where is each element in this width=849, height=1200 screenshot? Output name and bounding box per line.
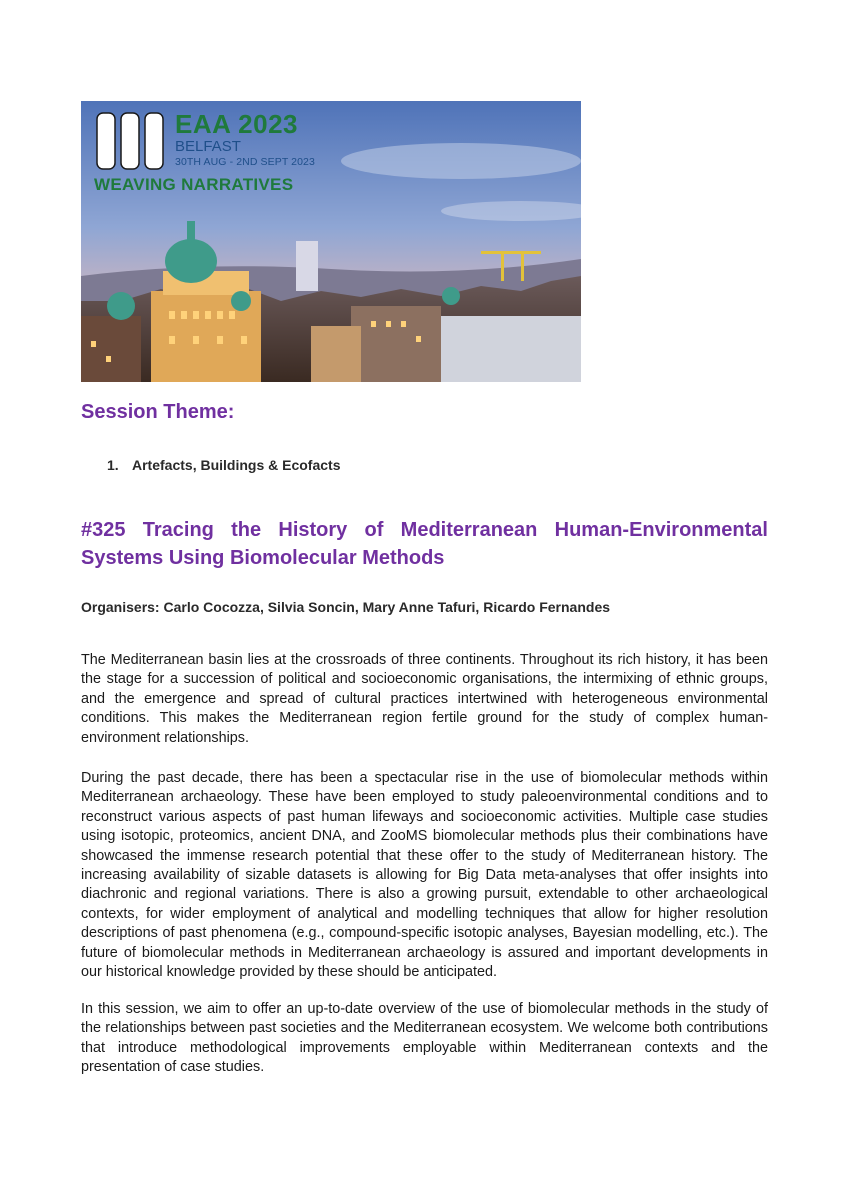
event-dates: 30TH AUG - 2ND SEPT 2023	[175, 156, 315, 168]
event-city: BELFAST	[175, 138, 241, 155]
banner-title	[175, 111, 315, 168]
logo-figures-icon	[97, 113, 163, 169]
body-paragraph: During the past decade, there has been a spectacular rise in the use of biomolecular methods within Mediterranean archaeology. These have been employed to study paleoenvironmental conditions and to reconstruct various aspects of past human lifeways and socioeconomic activities. Multiple case studies using isotopic, proteomics, ancient DNA, and ZooMS biomolecular methods plus their combinations have showcased the immense research potential that these offer to the study of Mediterranean history. The increasing availability of sizable datasets is allowing for Big Data meta-analyses that offer insights into diachronic and regional variations. There is also a growing pursuit, extendable to other archaeological contexts, for wider employment of analytical and modelling techniques that allow for higher resolution descriptions of past phenomena (e.g., compound-specific isotopic analyses, Bayesian modelling, etc.). The future of biomolecular methods in Mediterranean archaeology is assured and important developments in our historical knowledge provided by these should be anticipated.	[81, 770, 768, 981]
list-item	[107, 457, 341, 473]
conference-banner	[81, 101, 581, 382]
session-theme-list	[107, 457, 341, 473]
body-paragraph: The Mediterranean basin lies at the crossroads of three continents. Throughout its rich history, it has been the stage for a succession of political and socioeconomic organisations, the intermixing of ethnic groups, and the emergence and spread of cultural practices intertwined with heterogeneous environmental conditions. This makes the Mediterranean region fertile ground for the study of complex human-environment relationships.	[81, 652, 768, 746]
list-item-number: 1.	[107, 457, 119, 473]
event-tagline: WEAVING NARRATIVES	[94, 175, 294, 194]
organisers: Organisers: Carlo Cocozza, Silvia Soncin, Mary Anne Tafuri, Ricardo Fernandes	[81, 599, 611, 615]
belfast-skyline-image	[81, 101, 581, 382]
session-theme-heading: Session Theme:	[81, 401, 235, 423]
event-name: EAA 2023	[175, 109, 298, 139]
session-title: #325 Tracing the History of Mediterranean Human-Environmental Systems Using Biomolecular Methods	[81, 519, 768, 569]
list-item-label: Artefacts, Buildings & Ecofacts	[132, 457, 341, 473]
body-paragraph: In this session, we aim to offer an up-to-date overview of the use of biomolecular methods in the study of the relationships between past societies and the Mediterranean ecosystem. We welcome both contributions that introduce methodological improvements employable within Mediterranean contexts and the presentation of case studies.	[81, 1001, 768, 1076]
